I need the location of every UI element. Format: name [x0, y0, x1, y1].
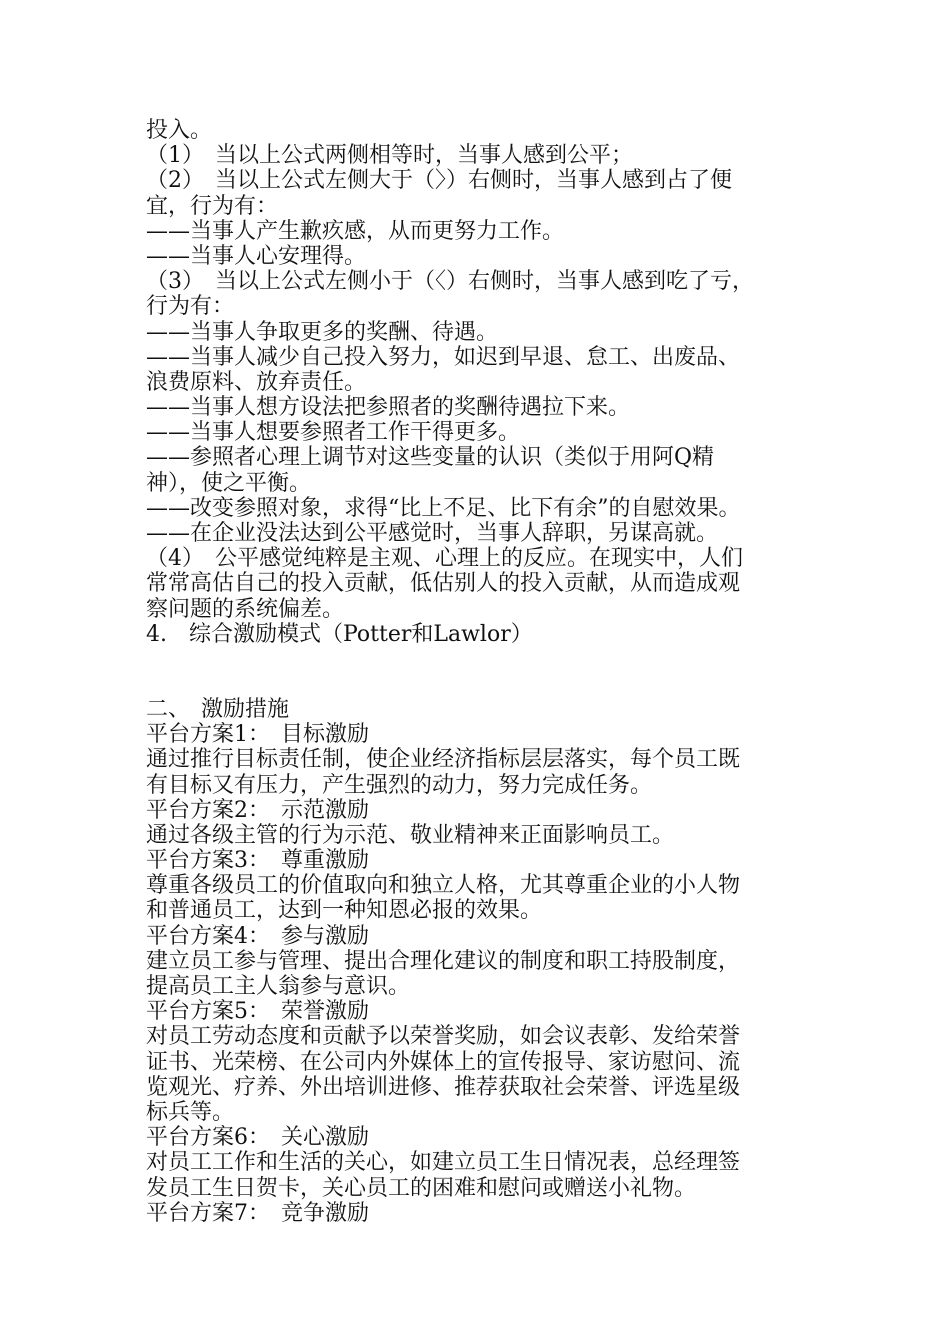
text-line: 发员工生日贺卡，关心员工的困难和慰问或赠送小礼物。 — [146, 1175, 697, 1201]
text-line: ——当事人争取更多的奖酬、待遇。 — [146, 319, 499, 345]
text-line: 通过各级主管的行为示范、敬业精神来正面影响员工。 — [146, 822, 675, 848]
plan-heading: 平台方案3： 尊重激励 — [146, 848, 369, 874]
text-line: 通过推行目标责任制，使企业经济指标层层落实，每个员工既 — [146, 747, 741, 773]
text-line: ——当事人减少自己投入努力，如迟到早退、怠工、出废品、 — [146, 344, 741, 370]
plan-heading: 平台方案7： 竞争激励 — [146, 1200, 369, 1226]
text-line: 提高员工主人翁参与意识。 — [146, 974, 411, 999]
text-block-equity-theory — [146, 118, 950, 647]
text-line: 察问题的系统偏差。 — [146, 596, 345, 622]
text-line: 神），使之平衡。 — [146, 470, 312, 496]
text-line: ——改变参照对象，求得“比上不足、比下有余”的自慰效果。 — [146, 495, 741, 521]
text-line: 投入。 — [146, 118, 213, 143]
plan-heading: 平台方案2： 示范激励 — [146, 797, 369, 823]
text-line: （2） 当以上公式左侧大于（〉）右侧时，当事人感到占了便 — [146, 168, 732, 194]
blank-spacer — [146, 647, 950, 697]
plan-heading: 平台方案6： 关心激励 — [146, 1125, 369, 1151]
text-line: ——当事人想要参照者工作干得更多。 — [146, 420, 521, 446]
plan-heading: 平台方案1： 目标激励 — [146, 722, 369, 748]
text-line: 行为有： — [146, 294, 235, 320]
text-line: ——当事人产生歉疚感，从而更努力工作。 — [146, 218, 565, 244]
text-line: 和普通员工，达到一种知恩必报的效果。 — [146, 898, 543, 924]
text-block-incentive-measures — [146, 697, 950, 1226]
text-line: （4） 公平感觉纯粹是主观、心理上的反应。在现实中，人们 — [146, 546, 743, 572]
plan-heading: 平台方案4： 参与激励 — [146, 923, 369, 949]
text-line: 尊重各级员工的价值取向和独立人格，尤其尊重企业的小人物 — [146, 873, 741, 899]
plan-heading: 平台方案5： 荣誉激励 — [146, 999, 369, 1025]
text-line: 对员工工作和生活的关心，如建立员工生日情况表，总经理签 — [146, 1150, 741, 1176]
text-line: （1） 当以上公式两侧相等时，当事人感到公平； — [146, 143, 633, 169]
text-line: 标兵等。 — [146, 1099, 235, 1125]
text-line: （3） 当以上公式左侧小于（〈）右侧时，当事人感到吃了亏， — [146, 269, 754, 295]
text-line: 浪费原料、放弃责任。 — [146, 369, 367, 395]
text-line: 建立员工参与管理、提出合理化建议的制度和职工持股制度， — [146, 948, 741, 974]
text-line: 证书、光荣榜、在公司内外媒体上的宣传报导、家访慰问、流 — [146, 1049, 741, 1075]
section-heading-incentive-measures: 二、 激励措施 — [146, 696, 290, 722]
text-line: ——当事人想方设法把参照者的奖酬待遇拉下来。 — [146, 395, 631, 421]
text-line: 常常高估自己的投入贡献，低估别人的投入贡献，从而造成观 — [146, 571, 741, 597]
text-line: ——当事人心安理得。 — [146, 243, 367, 269]
text-line: ——在企业没法达到公平感觉时，当事人辞职，另谋高就。 — [146, 521, 719, 546]
text-line: ——参照者心理上调节对这些变量的认识（类似于用阿Q精 — [146, 445, 715, 471]
text-line: 对员工劳动态度和贡献予以荣誉奖励，如会议表彰、发给荣誉 — [146, 1024, 741, 1050]
text-line: 宜，行为有： — [146, 193, 279, 219]
section-heading-comprehensive-model: 4. 综合激励模式（Potter和Lawlor） — [146, 621, 533, 647]
text-line: 有目标又有压力，产生强烈的动力，努力完成任务。 — [146, 772, 653, 798]
text-line: 览观光、疗养、外出培训进修、推荐获取社会荣誉、评选星级 — [146, 1074, 741, 1100]
